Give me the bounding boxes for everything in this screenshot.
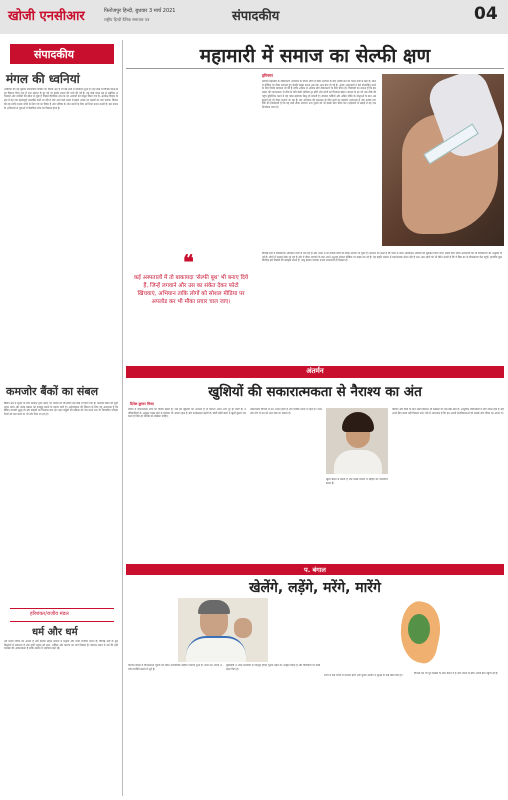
- photo-body: [334, 450, 382, 474]
- main-body-col-3: विभिन्न देशों में टीकाकरण अभियान तेजी से चल रहा है और भारत में भी करोड़ों लोगों को टीका लगाया जा चुका है। सरकार का लक्ष्य है कि जल्द से जल्द अधिकतम आबादी को सुरक्षित किया जाए। इसके लिए निजी अस्पतालों को भी टीकाकरण की अनुमति दी गई है। लोगों में उत्साह देखा जा रहा है और वे टीका लगवाने के बाद अपने अनुभव सोशल मीडिया पर साझा कर रहे हैं। यह प्रवृत्ति समाज में सकारात्मक संदेश देती है तथा अन्य लोगों को भी प्रेरित करती है कि वे बिना डर के टीकाकरण केंद्र पहुंचें। हालांकि कुछ विशेषज्ञ इसे दिखावे की संस्कृति मानते हैं, परंतु इसका व्यापक प्रभाव लाभकारी ही दिखता है।: [262, 252, 502, 263]
- subline: राष्ट्रीय हिन्दी दैनिक समाचार पत्र: [104, 17, 150, 22]
- main-photo: [382, 74, 504, 246]
- article3-photo-2: [388, 598, 458, 668]
- article3-body-col-2: मुख्यमंत्री ने अपने समर्थकों से एकजुट होकर चुनाव लड़ने का आह्वान किया है और विरोधियों पर तीखे प्रहार किए हैं।: [226, 664, 320, 671]
- article3-body-col-3: राज्य में कई चरणों में मतदान होगा और चुनाव आयोग ने सुरक्षा के कड़े प्रबंध किए हैं।: [324, 674, 403, 677]
- article3-photo: [178, 598, 268, 662]
- body-text-1: अमेरिका की यह पुस्तक संपादकीय पत्रिका का विशेष अंश है जो बड़े क्षेत्रों में प्रकाशित हुआ है। इस लेख में विभिन्न घटनाओं का विवरण दिया गया है तथा समाज के हर वर्ग पर इसके प्रभाव की चर्चा की गई है। यह लेख मंगल ग्रह से संबंधित अभियानों और ध्वनियों की खोज से जुड़ा है जिसमें वैज्ञानिक शोध के नए आयामों को प्रस्तुत किया गया है। अंतरिक्ष विज्ञान के क्षेत्र में यह एक महत्वपूर्ण उपलब्धि मानी जा रही है और आने वाले समय में इससे अनेक नए रहस्यों का पता चलेगा। विज्ञान की यह प्रगति मानव जाति के लिए गर्व का विषय है और भविष्य के शोध कार्यों के लिए नई दिशा प्रदान करती है। इस प्रकार के अभियानों से युवाओं में वैज्ञानिक सोच का विकास होता है।: [4, 88, 118, 110]
- map-shape-inner: [408, 614, 430, 644]
- article3-headline: खेलेंगे, लड़ेंगे, मरेंगे, मारेंगे: [249, 580, 381, 596]
- article2-photo: [326, 408, 388, 474]
- pull-quote-box: [127, 250, 255, 360]
- article2-body-col-3: खुशी बांटने से बढ़ती है और इससे समाज में सौहार्द का वातावरण बनता है।: [326, 478, 388, 485]
- body-text-3: धर्म मानव जीवन का आधार है और इसका उद्देश्य समाज में सद्भाव और शांति स्थापित करना है। विभिन्न धर्मों के मूल सिद्धांतों में समानता है और सभी मनुष्य को सत्य, अहिंसा और करुणा का मार्ग दिखाते हैं। वर्तमान समय में धर्म की सही व्याख्या की आवश्यकता है ताकि समाज में भाईचारा बना रहे।: [4, 640, 118, 651]
- photo-hair: [342, 412, 374, 432]
- headline-1: मंगल की ध्वनियां: [6, 72, 80, 86]
- section-title: संपादकीय: [232, 9, 280, 24]
- section-banner-1-label: अंतर्मन: [306, 367, 324, 375]
- main-body-col-2: कोरोना महामारी के टीकाकरण अभियान के दौरान लोगों में टीका लगवाने के बाद तस्वीरें लेने का चलन तेजी से बढ़ा है। सोशल मीडिया पर टीका लगवाते हुए सेल्फी साझा करना अब एक आम बात हो गई है। अनेक अस्पतालों ने इसे प्रोत्साहित करने के लिए विशेष व्यवस्था भी की है ताकि अधिक से अधिक लोग टीकाकरण के लिए प्रेरित हों। विशेषज्ञों का मानना है कि इस प्रकार की जागरूकता से टीके के प्रति फैली भ्रांतियां दूर होंगी और लोगों का विश्वास बढ़ेगा। समाज के हर वर्ग तक टीके की पहुंच सुनिश्चित करने में यह पहल सहायक सिद्ध हो सकती है। स्वास्थ्य कर्मियों और अग्रिम पंक्ति के योद्धाओं के बाद अब बुजुर्गों को भी टीका लगाया जा रहा है। इस अभियान की सफलता के लिए सभी का सहयोग आवश्यक है और प्रत्येक नागरिक की जिम्मेदारी है कि वह स्वयं टीका लगवाए तथा दूसरों को भी इसके लिए प्रेरित करे। महामारी से लड़ाई में यह एक निर्णायक चरण है।: [262, 80, 376, 109]
- byline-box-text: हरिशंकर/राजीव मंडल: [30, 611, 69, 617]
- body-text-2: बैंकिंग क्षेत्र में सुधार के लिए सरकार द्वारा उठाए गए कदमों का विश्लेषण इस लेख में किया गया है। कमजोर बैंकों को पूंजी प्रदान करने और उनके प्रबंधन को मजबूत बनाने के प्रयास जारी हैं। अर्थव्यवस्था की स्थिरता के लिए यह आवश्यक है कि बैंकिंग प्रणाली सुदृढ़ हो और ग्राहकों का विश्वास बना रहे। ऋण वसूली की प्रक्रिया को तेज करने तथा गैर निष्पादित परिसंपत्तियों को कम करने पर भी जोर दिया जा रहा है।: [4, 402, 118, 417]
- section-label: संपादकीय: [34, 48, 75, 61]
- headline-3: धर्म और धर्म: [32, 627, 78, 638]
- section-banner-2: [126, 564, 504, 575]
- article2-body-col-1: जीवन में सकारात्मक सोच का विशेष महत्व है। जब हम खुशियों को अपनाते हैं तो निराशा अपने आप दूर हो जाती है। मनोवैज्ञानिकों के अनुसार प्रसन्न रहने से स्वास्थ्य भी अच्छा रहता है और कार्यक्षमता बढ़ती है। छोटी छोटी बातों में खुशी ढूंढना एक कला है जिसे हर व्यक्ति को सीखना चाहिए।: [128, 408, 246, 419]
- section-banner-2-label: प. बंगाल: [304, 566, 326, 574]
- dateline: फिरोजपुर हिन्दी, बुधवार 3 मार्च 2021: [104, 8, 176, 14]
- section-label-box: [10, 44, 114, 64]
- column-divider: [122, 40, 123, 796]
- masthead: [0, 0, 508, 34]
- main-headline-underline: [126, 68, 504, 69]
- main-byline: हरिनगर: [262, 73, 273, 78]
- quote-mark-icon: ❝: [183, 250, 194, 274]
- photo-saree: [186, 636, 246, 662]
- article2-body-col-2: नकारात्मक विचारों से मन अशांत होता है और व्यक्ति तनाव में रहता है। ध्यान और योग से मन को शांत रखा जा सकता है।: [250, 408, 322, 415]
- photo-hand: [234, 618, 252, 638]
- article3-body-col-1: पश्चिम बंगाल में विधानसभा चुनाव को लेकर राजनीतिक माहौल गरमाया हुआ है। सभी दल अपनी अपनी रणनीति बनाने में जुटे हैं।: [128, 664, 222, 671]
- page-number: 04: [474, 4, 498, 24]
- headline-2: कमजोर बैंकों का संबल: [6, 385, 99, 398]
- photo-hair: [198, 600, 230, 614]
- pull-quote-text: कई अस्पतालों में तो बाकायदा 'सेल्फी बूथ' भी बनाए दिये हैं, जिन्हें लगवाने और उस का संकेत देकर फोटो खिंचवाएं, अभियान ताकि लोगों को सोशल मीडिया पर अपलोड कर भी मौका प्रचार चाल जाए।: [133, 275, 249, 305]
- paper-name: खोजी एनसीआर: [8, 9, 85, 24]
- article2-body-col-4: परिवार और मित्रों के साथ समय बिताना भी प्रसन्नता का एक बड़ा स्रोत है। आधुनिक जीवनशैली में लोग व्यस्त रहते हैं और अपने लिए समय नहीं निकाल पाते। ऐसे में आवश्यक है कि हम अपनी प्राथमिकताओं को समझें और जीवन का आनंद लें।: [392, 408, 504, 415]
- article2-headline: खुशियों की सकारात्मकता से नैराश्य का अंत: [208, 384, 422, 400]
- section-banner-1: [126, 366, 504, 378]
- main-headline: महामारी में समाज का सेल्फी क्षण: [199, 45, 431, 67]
- byline-box: [10, 608, 114, 622]
- article2-byline: दिनेश कुमार मिश्रा: [130, 402, 154, 406]
- article3-body-col-4: विपक्षी दल भी पूरे दमखम के साथ मैदान में हैं और जनता के बीच अपनी बात पहुंचा रहे हैं।: [414, 672, 498, 675]
- left-column: [4, 40, 120, 796]
